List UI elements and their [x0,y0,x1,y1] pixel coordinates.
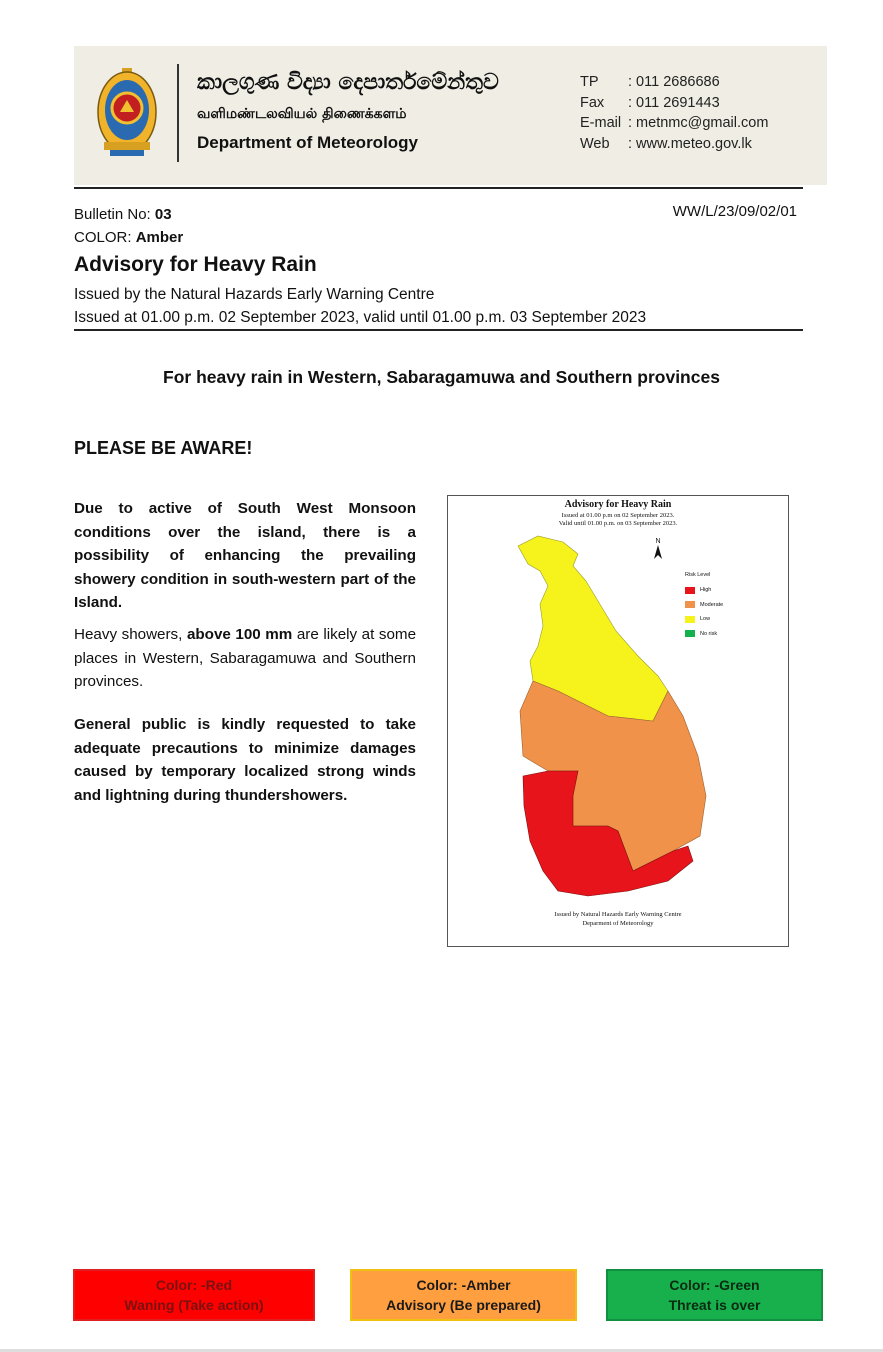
paragraph-monsoon: Due to active of South West Monsoon conditions over the island, there is a possibility of enhancing the prevailing showery condition in south-western part of the Island. [74,500,416,611]
map-validity: Issued at 01.00 p.m on 02 September 2023. Valid until 01.00 p.m. on 03 September 2023. [558,512,678,527]
map-title: Advisory for Heavy Rain [564,499,672,510]
legend-high: High [685,583,723,598]
contact-block [580,72,768,154]
issued-by: Issued by the Natural Hazards Early Warning Centre [74,286,435,303]
paragraph-showers: Heavy showers, above 100 mm are likely at some places in Western, Sabaragamuwa and Southern provinces. [74,626,417,690]
badge-amber: Color: -Amber Advisory (Be prepared) [350,1269,577,1321]
rainfall-amount: above 100 mm [186,626,293,643]
map-footer: Issued by Natural Hazards Early Warning Centre Deparment of Meteorology [554,911,682,927]
paragraph-precautions: General public is kindly requested to take adequate precautions to minimize damages caused by temporary localized strong winds and lightning during thundershowers. [74,716,416,804]
legend-no-risk: No risk [685,627,723,642]
page-title: Advisory for Heavy Rain [74,253,317,276]
contact-tp: TP : 011 2686686 [580,74,720,90]
emblem-icon [96,66,158,158]
contact-email[interactable]: E-mail : metnmc@gmail.com [580,115,769,131]
sinhala-department-name: කාලගුණ විද්‍යා දෙපාර්තමේන්තුව [197,70,499,95]
badge-red: Color: -Red Waning (Take action) [73,1269,315,1321]
issued-at: Issued at 01.00 p.m. 02 September 2023, valid until 01.00 p.m. 03 September 2023 [74,309,647,326]
map-legend: Risk Level High Moderate Low No risk [685,572,723,641]
header-divider [177,64,179,162]
advisory-map [447,495,789,947]
bulletin-number: 03 [154,206,172,223]
tamil-department-name: வளிமண்டலவியல் திணைக்களம் [197,106,407,122]
divider-top [74,187,803,189]
sri-lanka-map-icon [448,496,788,946]
issue-details [74,283,646,329]
north-arrow-icon: N [653,538,663,561]
legend-moderate: Moderate [685,598,723,613]
aware-heading: PLEASE BE AWARE! [74,438,253,458]
bulletin-reference: WW/L/23/09/02/01 [672,203,797,220]
subheading: For heavy rain in Western, Sabaragamuwa and Southern provinces [163,367,720,387]
contact-fax: Fax : 011 2691443 [580,94,720,111]
divider-bottom [74,329,803,331]
contact-web[interactable]: Web : www.meteo.gov.lk [580,135,752,152]
bulletin-meta: Bulletin No: 03 COLOR: Amber [74,206,184,246]
english-department-name: Department of Meteorology [197,133,419,152]
badge-green: Color: -Green Threat is over [606,1269,823,1321]
bulletin-color: Amber [135,229,184,246]
legend-low: Low [685,612,723,627]
